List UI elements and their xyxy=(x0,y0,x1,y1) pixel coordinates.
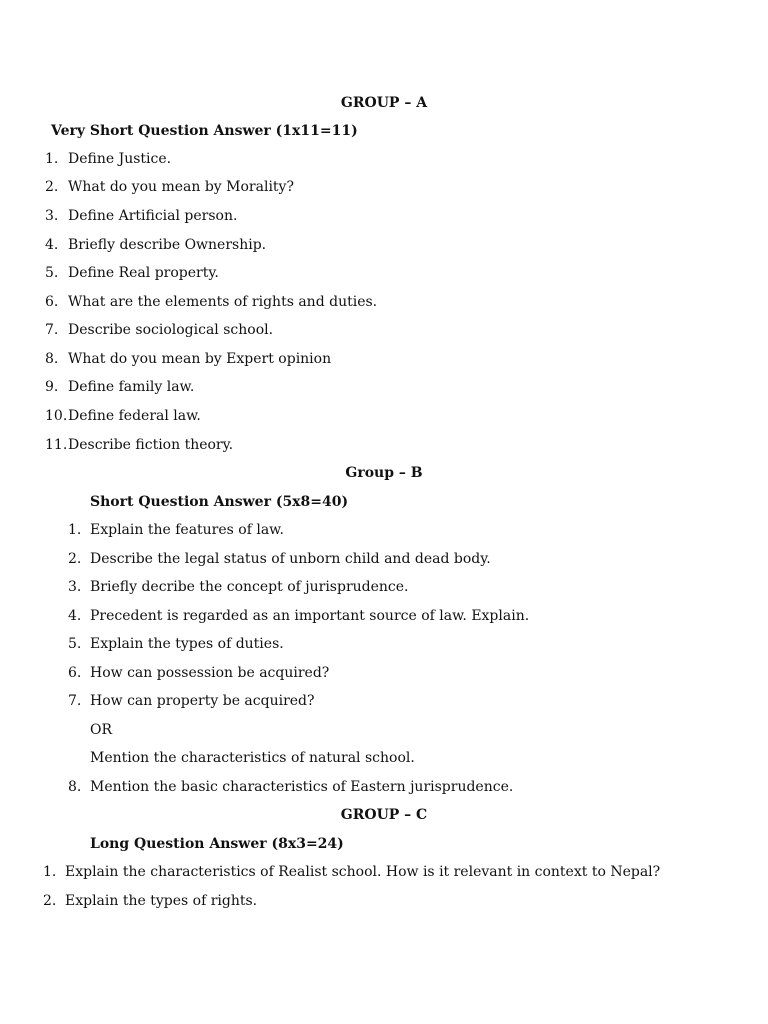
item-number: 10. xyxy=(45,408,68,424)
item-number: 5. xyxy=(45,265,59,281)
item-text: Describe fiction theory. xyxy=(68,437,234,453)
group-b-title-text: Group – B xyxy=(345,465,423,481)
item-text: Briefly decribe the concept of jurisprudence. xyxy=(90,579,409,595)
group-a-subtitle: Very Short Question Answer (1x11=11) xyxy=(51,123,358,139)
item-text: Describe the legal status of unborn child and dead body. xyxy=(90,551,491,567)
group-a-title: GROUP – A xyxy=(340,95,428,111)
item-number: 4. xyxy=(45,237,59,253)
item-text: Mention the basic characteristics of Eastern jurisprudence. xyxy=(90,779,514,795)
item-text: Define Real property. xyxy=(68,265,219,281)
item-number: 6. xyxy=(68,665,82,681)
item-number: 8. xyxy=(45,351,59,367)
group-c-title-text: GROUP – C xyxy=(340,807,428,823)
item-text: Define Justice. xyxy=(68,151,172,167)
item-text: How can possession be acquired? xyxy=(90,665,330,681)
item-text: Explain the types of rights. xyxy=(65,893,258,909)
item-text: What do you mean by Expert opinion xyxy=(68,351,332,367)
item-number: 9. xyxy=(45,379,59,395)
item-text: Define family law. xyxy=(68,379,195,395)
group-c-subtitle: Long Question Answer (8x3=24) xyxy=(90,836,344,852)
item-number: 7. xyxy=(68,693,82,709)
or-text: OR xyxy=(90,722,113,738)
group-b-title xyxy=(0,464,768,482)
item-number: 3. xyxy=(45,208,59,224)
item-number: 2. xyxy=(43,893,57,909)
item-text: Define federal law. xyxy=(68,408,201,424)
item-number: 2. xyxy=(45,179,59,195)
item-text: Precedent is regarded as an important source of law. Explain. xyxy=(90,608,530,624)
item-number: 7. xyxy=(45,322,59,338)
item-text: Mention the characteristics of natural school. xyxy=(90,750,415,766)
item-number: 2. xyxy=(68,551,82,567)
item-text: What do you mean by Morality? xyxy=(68,179,294,195)
item-number: 5. xyxy=(68,636,82,652)
item-number: 6. xyxy=(45,294,59,310)
item-text: Briefly describe Ownership. xyxy=(68,237,267,253)
item-text: Define Artificial person. xyxy=(68,208,238,224)
item-text: What are the elements of rights and duties. xyxy=(68,294,378,310)
item-number: 8. xyxy=(68,779,82,795)
item-number: 1. xyxy=(43,864,57,880)
item-number: 1. xyxy=(68,522,82,538)
item-number: 3. xyxy=(68,579,82,595)
item-number: 1. xyxy=(45,151,59,167)
item-number: 4. xyxy=(68,608,82,624)
item-text: Explain the characteristics of Realist school. How is it relevant in context to Nepal? xyxy=(65,864,661,880)
group-c-title xyxy=(0,806,768,824)
item-text: Explain the features of law. xyxy=(90,522,284,538)
item-text: How can property be acquired? xyxy=(90,693,315,709)
item-text: Describe sociological school. xyxy=(68,322,274,338)
group-b-subtitle: Short Question Answer (5x8=40) xyxy=(90,494,349,510)
item-text: Explain the types of duties. xyxy=(90,636,284,652)
item-number: 11. xyxy=(45,437,68,453)
